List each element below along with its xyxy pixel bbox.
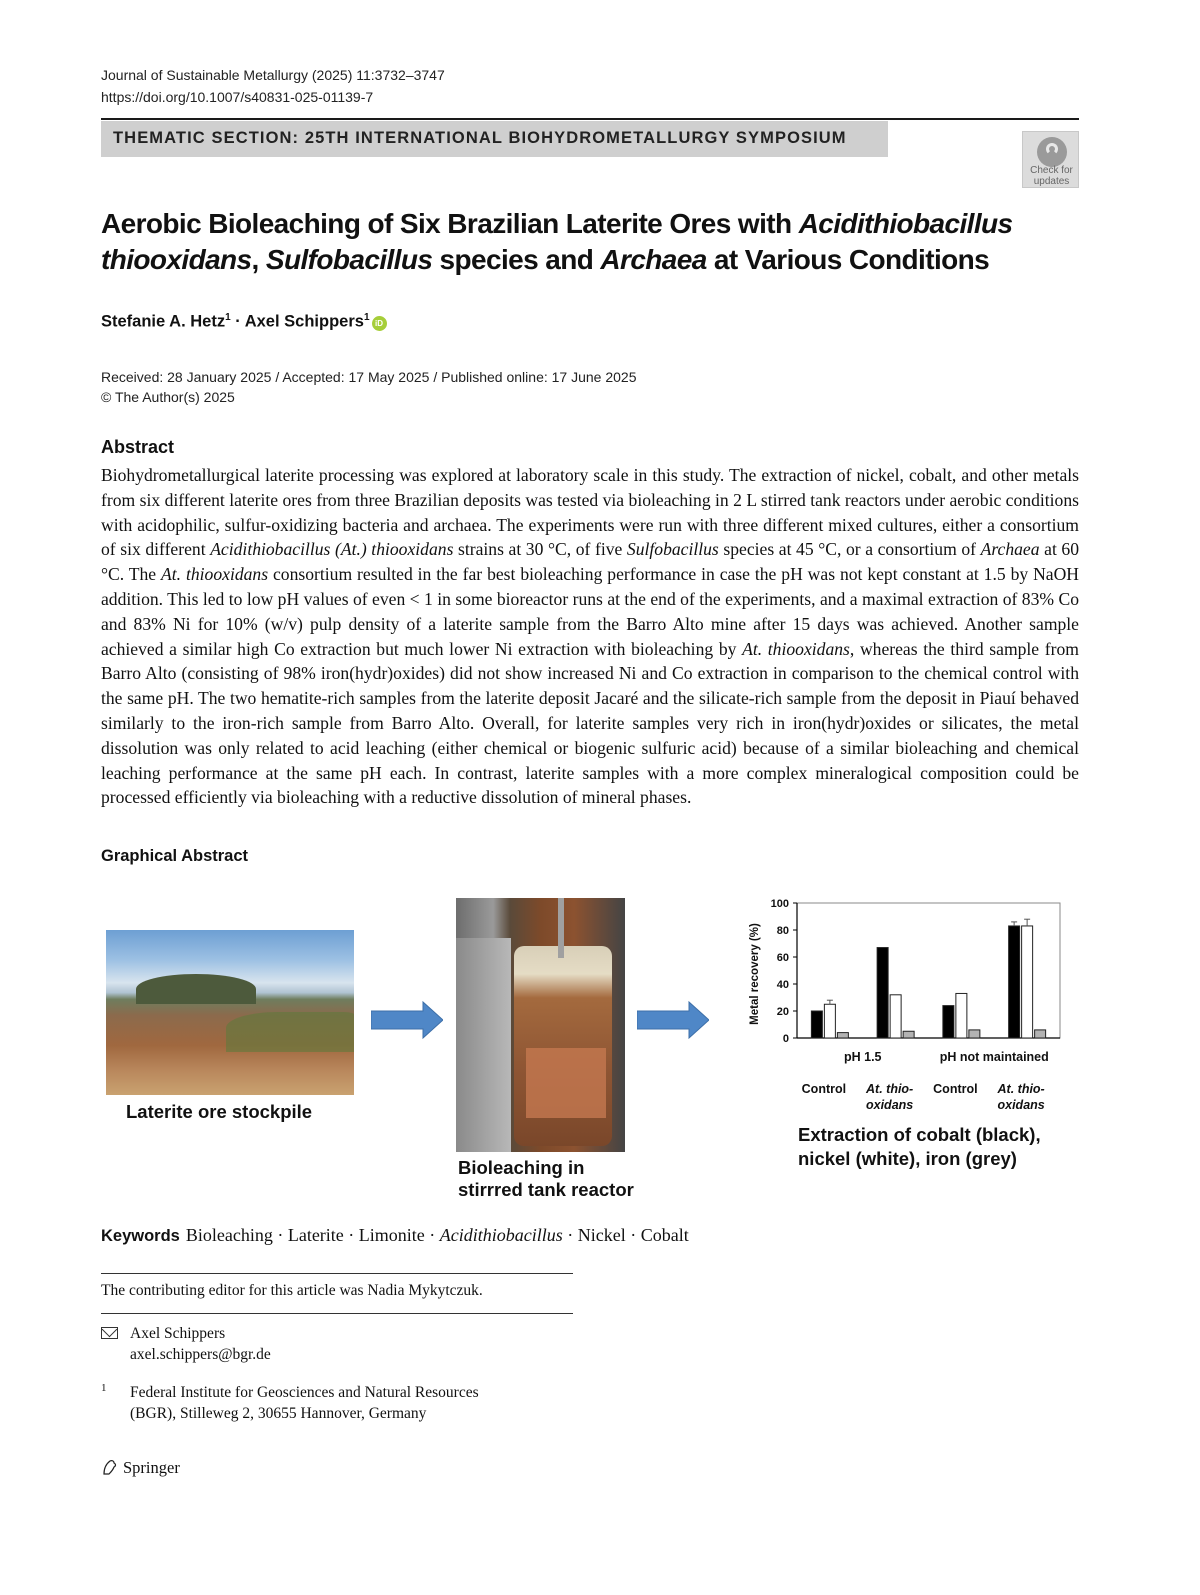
bar-iron bbox=[903, 1031, 914, 1038]
category-label: Control bbox=[933, 1082, 978, 1096]
footnote-divider bbox=[101, 1273, 573, 1274]
keywords: Keywords Bioleaching · Laterite · Limonite · Acidithiobacillus · Nickel · Cobalt bbox=[101, 1225, 689, 1245]
bar-nickel bbox=[890, 995, 901, 1038]
photo-caption-reactor: Bioleaching in stirrred tank reactor bbox=[458, 1157, 634, 1200]
journal-name: Journal of Sustainable Metallurgy (2025) 11:3732–3747 bbox=[101, 67, 445, 83]
bar-cobalt bbox=[943, 1006, 954, 1038]
category-label: At. thio- bbox=[997, 1082, 1045, 1096]
affiliation: Federal Institute for Geosciences and Natural Resources (BGR), Stilleweg 2, 30655 Hannover, Germany bbox=[130, 1384, 479, 1422]
springer-horse-icon bbox=[101, 1458, 119, 1476]
editor-note: The contributing editor for this article was Nadia Mykytczuk. bbox=[101, 1282, 483, 1299]
journal-citation bbox=[101, 64, 445, 108]
author-name[interactable]: Stefanie A. Hetz bbox=[101, 312, 226, 331]
photo-caption-stockpile: Laterite ore stockpile bbox=[126, 1101, 313, 1122]
envelope-icon bbox=[101, 1327, 118, 1339]
doi-link[interactable]: https://doi.org/10.1007/s40831-025-01139-7 bbox=[101, 89, 374, 105]
bar-iron bbox=[1035, 1030, 1046, 1038]
bar-iron bbox=[969, 1030, 980, 1038]
laterite-stockpile-photo bbox=[106, 930, 354, 1095]
header-rule bbox=[101, 118, 1079, 120]
publisher-logo bbox=[101, 1458, 180, 1478]
publication-dates: Received: 28 January 2025 / Accepted: 17 May 2025 / Published online: 17 June 2025 © The Author(s) 2025 bbox=[101, 369, 637, 405]
check-for-updates-label: Check for updates bbox=[1030, 165, 1073, 187]
y-tick-label: 0 bbox=[782, 1033, 789, 1045]
bar-iron bbox=[837, 1033, 848, 1038]
plot-frame bbox=[797, 903, 1060, 1038]
group-label: pH not maintained bbox=[939, 1050, 1049, 1064]
bar-nickel bbox=[956, 993, 967, 1038]
contact-email[interactable]: axel.schippers@bgr.de bbox=[130, 1346, 271, 1363]
chart-caption: Extraction of cobalt (black), nickel (white), iron (grey) bbox=[798, 1124, 1041, 1169]
bar-cobalt bbox=[1009, 926, 1020, 1038]
graphical-abstract-heading: Graphical Abstract bbox=[101, 847, 249, 865]
arrow-right-icon bbox=[371, 1000, 443, 1040]
arrow-right-icon bbox=[637, 1000, 709, 1040]
category-label: oxidans bbox=[866, 1098, 914, 1112]
affiliation-number: 1 bbox=[101, 1382, 107, 1394]
y-tick-label: 20 bbox=[776, 1006, 789, 1018]
category-label: Control bbox=[801, 1082, 847, 1096]
y-tick-label: 100 bbox=[770, 898, 789, 910]
update-icon bbox=[1037, 137, 1067, 167]
corresponding-author bbox=[130, 1323, 271, 1365]
article-title: Aerobic Bioleaching of Six Brazilian Laterite Ores with Acidithiobacillus thiooxidans, Sulfobacillus species and Archaea at Various Conditions bbox=[101, 208, 1013, 275]
bar-cobalt bbox=[811, 1011, 822, 1038]
author-name[interactable]: Axel Schippers bbox=[244, 312, 364, 331]
y-tick-label: 40 bbox=[776, 979, 789, 991]
category-label: oxidans bbox=[997, 1098, 1045, 1112]
y-tick-label: 60 bbox=[776, 952, 789, 964]
group-label: pH 1.5 bbox=[843, 1050, 882, 1064]
category-label: At. thio- bbox=[866, 1082, 914, 1096]
author-list: Stefanie A. Hetz$^1$ · Axel Schippers$^1$ iD bbox=[101, 312, 387, 332]
keywords-heading: Keywords bbox=[101, 1227, 180, 1245]
abstract-heading: Abstract bbox=[101, 437, 175, 457]
section-title: THEMATIC SECTION: 25TH INTERNATIONAL BIOHYDROMETALLURGY SYMPOSIUM bbox=[113, 129, 847, 147]
y-axis-label: Metal recovery (%) bbox=[749, 923, 761, 1025]
publisher-name: Springer bbox=[123, 1458, 180, 1477]
abstract-text: Biohydrometallurgical laterite processing was explored at laboratory scale in this study. The extraction of nickel, cobalt, and other metals from six different laterite ores from three Brazilian deposits was tested via bioleaching in 2 L stirred tank reactors under aerobic conditions with acidophilic, sulfur-oxidizing bacteria and archaea. The experiments were run with three different mixed cultures, either a consortium of six different Acidithiobacillus (At.) thiooxidans strains at 30 °C, of five Sulfobacillus species at 45 °C, or a consortium of Archaea at 60 °C. The At. thiooxidans consortium resulted in the far best bioleaching performance in case the pH was not kept constant at 1.5 by NaOH addition. This led to low pH values of even < 1 in some bioreactor runs at the end of the experiments, and a maximal extraction of 83% Co and 83% Ni for 10% (w/v) pulp density of a laterite sample from the Barro Alto mine after 15 days was achieved. Another sample achieved a similar high Co extraction but much lower Ni extraction with bioleaching by At. thiooxidans, whereas the third sample from Barro Alto (consisting of 98% iron(hydr)oxides) did not show increased Ni and Co extraction in comparison to the chemical control with the same pH. The two hematite-rich samples from the laterite deposit Jacaré and the silicate-rich sample from the deposit in Piauí behaved similarly to the iron-rich sample from Barro Alto. Overall, for laterite samples very rich in iron(hydr)oxides or silicates, the metal dissolution was only related to acid leaching (either chemical or biogenic sulfuric acid) because of a similar bioleaching and chemical leaching performance at the same pH each. In contrast, laterite samples with a more complex mineralogical composition could be processed efficiently via bioleaching with a reductive dissolution of mineral phases. bbox=[101, 465, 1080, 808]
contact-name: Axel Schippers bbox=[130, 1325, 226, 1342]
bar-nickel bbox=[824, 1004, 835, 1038]
check-for-updates-badge[interactable] bbox=[1022, 131, 1079, 188]
metal-recovery-bar-chart bbox=[740, 890, 1080, 1130]
bar-nickel bbox=[1022, 926, 1033, 1038]
bar-cobalt bbox=[877, 948, 888, 1038]
orcid-icon[interactable]: iD bbox=[372, 316, 387, 331]
footnote-divider bbox=[101, 1313, 573, 1314]
stirred-tank-reactor-photo bbox=[456, 898, 625, 1152]
y-tick-label: 80 bbox=[776, 925, 789, 937]
